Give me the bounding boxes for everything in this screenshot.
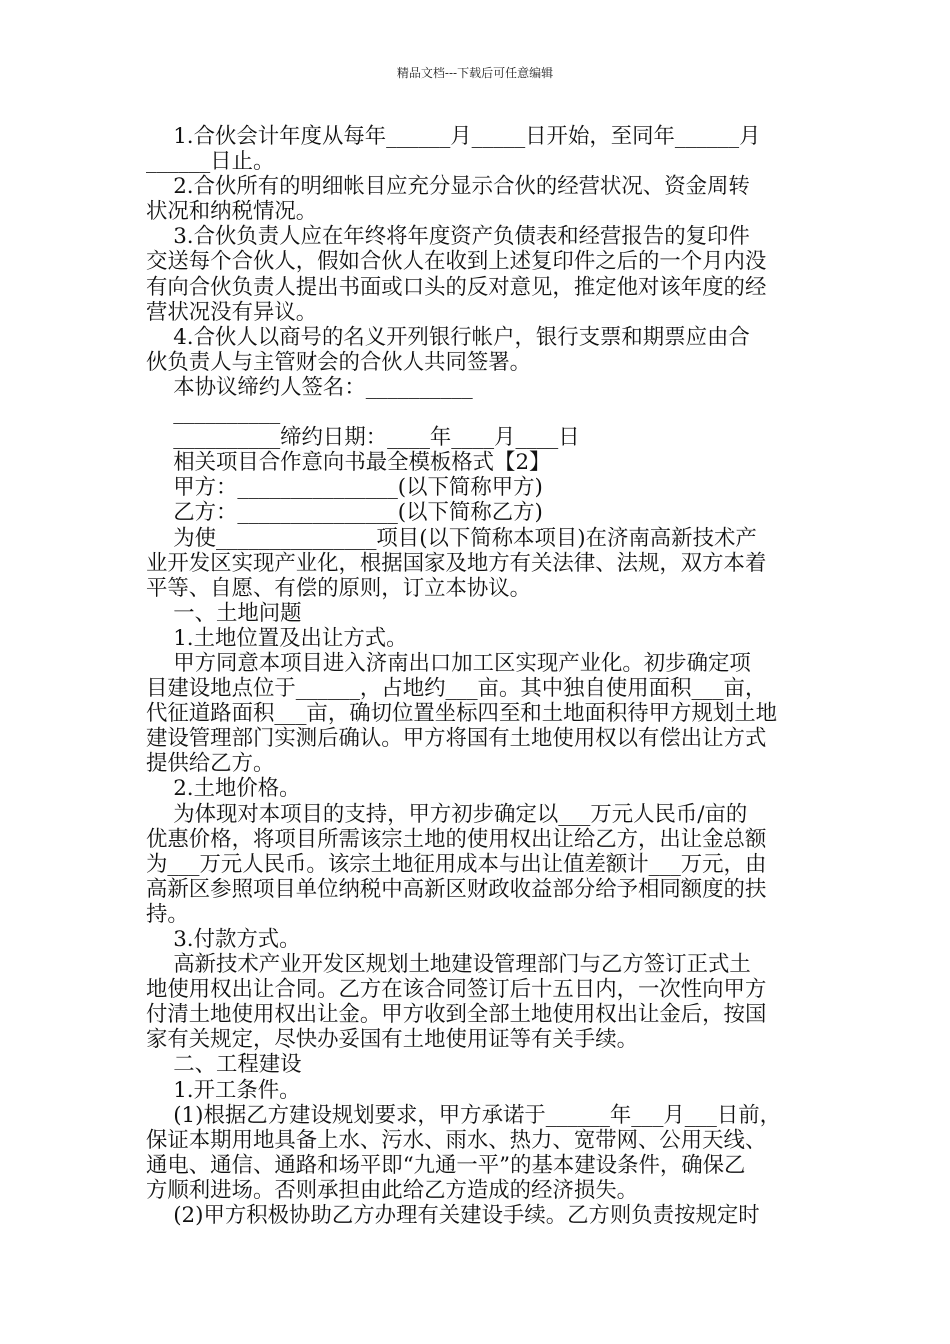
text-line: __________ xyxy=(146,400,281,426)
text-line: __________缔约日期：____年____月____日 xyxy=(146,425,580,451)
text-line: 为___万元人民币。该宗土地征用成本与出让值差额计___万元，由 xyxy=(146,851,767,877)
text-line: 业开发区实现产业化，根据国家及地方有关法律、法规，双方本着 xyxy=(146,550,767,576)
text-line: 3.合伙负责人应在年终将年度资产负债表和经营报告的复印件 xyxy=(146,224,750,250)
text-line: 4.合伙人以商号的名义开列银行帐户，银行支票和期票应由合 xyxy=(146,324,750,350)
text-line: 甲方同意本项目进入济南出口加工区实现产业化。初步确定项 xyxy=(146,650,751,676)
text-line: ______日止。 xyxy=(146,149,275,175)
text-line: 一、土地问题 xyxy=(146,600,302,626)
text-line: 乙方：_______________(以下简称乙方) xyxy=(146,500,543,526)
text-line: 目建设地点位于______，占地约___亩。其中独自使用面积___亩， xyxy=(146,676,767,702)
text-line: 二、工程建设 xyxy=(146,1052,302,1078)
text-line: 为使_______________项目(以下简称本项目)在济南高新技术产 xyxy=(146,525,757,551)
text-line: 为体现对本项目的支持，甲方初步确定以___万元人民币/亩的 xyxy=(146,801,748,827)
text-line: 家有关规定，尽快办妥国有土地使用证等有关手续。 xyxy=(146,1027,638,1053)
text-line: 状况和纳税情况。 xyxy=(146,199,318,225)
text-line: (1)根据乙方建设规划要求，甲方承诺于______年___月___日前， xyxy=(146,1102,782,1128)
text-line: 营状况没有异议。 xyxy=(146,299,318,325)
text-line: 本协议缔约人签名：__________ xyxy=(146,374,473,400)
text-line: 高新技术产业开发区规划土地建设管理部门与乙方签订正式土 xyxy=(146,952,751,978)
text-line: (2)甲方积极协助乙方办理有关建设手续。乙方则负责按规定时 xyxy=(146,1203,760,1229)
text-line: 提供给乙方。 xyxy=(146,751,275,777)
text-line: 1.土地位置及出让方式。 xyxy=(146,625,408,651)
text-line: 建设管理部门实测后确认。甲方将国有土地使用权以有偿出让方式 xyxy=(146,726,767,752)
text-line: 1.开工条件。 xyxy=(146,1077,301,1103)
text-line: 优惠价格，将项目所需该宗土地的使用权出让给乙方，出让金总额 xyxy=(146,826,767,852)
page-header: 精品文档---下载后可任意编辑 xyxy=(396,66,554,80)
text-line: 付清土地使用权出让金。甲方收到全部土地使用权出让金后，按国 xyxy=(146,1002,767,1028)
text-line: 2.合伙所有的明细帐目应充分显示合伙的经营状况、资金周转 xyxy=(146,174,750,200)
text-line: 持。 xyxy=(146,901,189,927)
text-line: 有向合伙负责人提出书面或口头的反对意见，推定他对该年度的经 xyxy=(146,274,767,300)
text-line: 保证本期用地具备上水、污水、雨水、热力、宽带网、公用天线、 xyxy=(146,1127,767,1153)
text-line: 代征道路面积___亩，确切位置坐标四至和土地面积待甲方规划土地 xyxy=(146,701,778,727)
text-line: 甲方：_______________(以下简称甲方) xyxy=(146,475,543,501)
document-body xyxy=(146,124,806,1228)
text-line: 相关项目合作意向书最全模板格式【2】 xyxy=(146,450,551,476)
text-line: 1.合伙会计年度从每年______月_____日开始，至同年______月 xyxy=(146,124,761,149)
text-line: 伙负责人与主管财会的合伙人共同签署。 xyxy=(146,349,532,375)
text-line: 平等、自愿、有偿的原则，订立本协议。 xyxy=(146,575,532,601)
text-line: 3.付款方式。 xyxy=(146,927,301,952)
text-line: 方顺利进场。否则承担由此给乙方造成的经济损失。 xyxy=(146,1177,638,1203)
text-line: 交送每个合伙人，假如合伙人在收到上述复印件之后的一个月内没 xyxy=(146,249,767,275)
text-line: 通电、通信、通路和场平即“九通一平”的基本建设条件，确保乙 xyxy=(146,1152,746,1178)
text-line: 2.土地价格。 xyxy=(146,776,301,802)
text-line: 地使用权出让合同。乙方在该合同签订后十五日内，一次性向甲方 xyxy=(146,977,767,1003)
text-line: 高新区参照项目单位纳税中高新区财政收益部分给予相同额度的扶 xyxy=(146,876,767,902)
